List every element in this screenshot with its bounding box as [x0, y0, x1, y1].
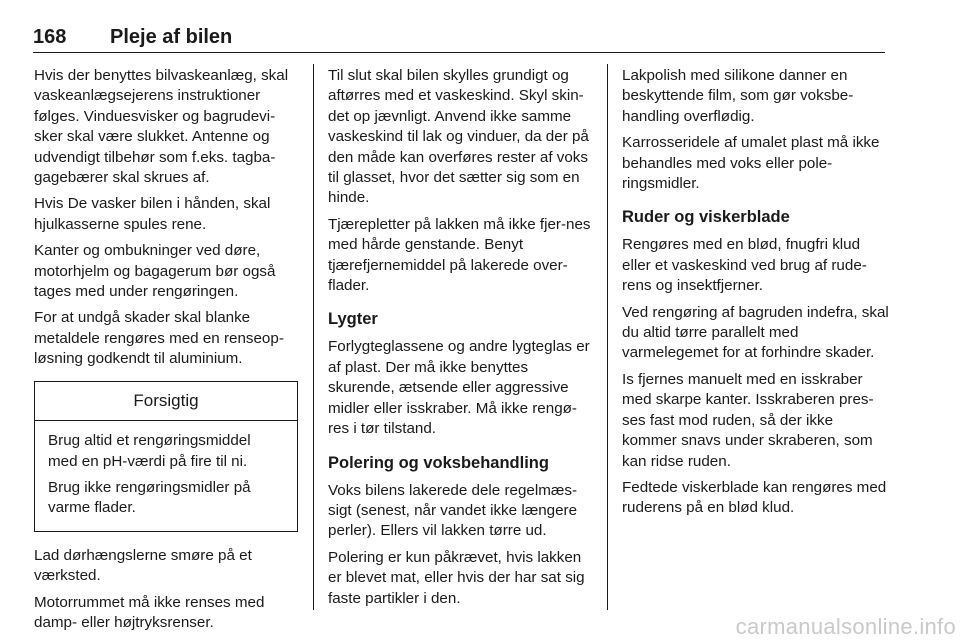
paragraph: Lakpolish med silikone danner en beskyttende film, som gør voksbe-handling overflødig.	[622, 67, 854, 125]
caution-title: Forsigtig	[35, 382, 297, 421]
paragraph: Fedtede viskerblade kan rengøres med ruderens på en blød klud.	[622, 478, 887, 517]
column-3	[622, 66, 890, 525]
paragraph: Til slut skal bilen skylles grundigt og aftørres med et vaskeskind. Skyl skin-det op jævnligt. Anvend ikke samme vaskeskind til lak og vinduer, da der på den måde kan overføres rester af voks til glasset, hvor det sætter sig som en hinde.	[328, 67, 589, 207]
paragraph: Motorrummet må ikke renses med damp- eller højtryksrenser.	[34, 593, 265, 631]
paragraph: Polering er kun påkrævet, hvis lakken er blevet mat, eller hvis der har sat sig faste partikler i den.	[328, 548, 585, 607]
paragraph: Rengøres med en blød, fnugfri klud eller et vaskeskind ved brug af rude-rens og insektfjerner.	[622, 236, 867, 295]
page-title: Pleje af bilen	[110, 26, 233, 48]
paragraph: Forlygteglassene og andre lygteglas er af plast. Der må ikke benyttes skurende, ætsende eller aggressive midler eller isskraber. Må ikke rengø-res i tør tilstand.	[328, 338, 590, 438]
column-divider	[607, 64, 608, 610]
section-heading-polish: Polering og voksbehandling	[328, 453, 549, 472]
column-2	[328, 66, 594, 615]
caution-text: Brug altid et rengøringsmiddel med en pH-værdi på fire til ni.	[48, 432, 251, 470]
paragraph: Karrosseridele af umalet plast må ikke behandles med voks eller pole-ringsmidler.	[622, 134, 880, 193]
section-heading-lights: Lygter	[328, 310, 378, 329]
watermark[interactable]: carmanualsonline.info	[735, 614, 956, 639]
paragraph: Hvis der benyttes bilvaskeanlæg, skal vaskeanlægsejerens instruktioner følges. Vinduesvisker og bagrudevi-sker skal være slukket. Antenne og udvendigt tilbehør som f.eks. tagba-gagebærer skal skrues af.	[34, 67, 289, 187]
column-1	[34, 66, 302, 639]
paragraph: Lad dørhængslerne smøre på et værksted.	[34, 546, 252, 585]
page-number: 168	[33, 26, 67, 48]
paragraph: Voks bilens lakerede dele regelmæs-sigt (senest, når vandet ikke længere perler). Ellers vil lakken tørre ud.	[328, 481, 578, 540]
caution-text: Brug ikke rengøringsmidler på varme flader.	[48, 478, 251, 517]
paragraph: For at undgå skader skal blanke metaldele rengøres med en renseop-løsning godkendt til aluminium.	[34, 309, 284, 368]
paragraph: Kanter og ombukninger ved døre, motorhjelm og bagagerum bør også tages med under rengøringen.	[34, 242, 276, 301]
paragraph: Tjærepletter på lakken må ikke fjer-nes med hårde genstande. Benyt tjærefjernemiddel på lakerede over-flader.	[328, 215, 591, 295]
paragraph: Is fjernes manuelt med en isskraber med skarpe kanter. Isskraberen pres-ses fast mod ruden, så der ikke kommer snavs under skraberen, som kan ridse ruden.	[622, 370, 874, 470]
caution-box	[34, 381, 298, 532]
paragraph: Ved rengøring af bagruden indefra, skal du altid tørre parallelt med varmelegemet for at forhindre skader.	[622, 303, 889, 362]
column-divider	[313, 64, 314, 610]
page-header	[33, 24, 885, 53]
paragraph: Hvis De vasker bilen i hånden, skal hjulkasserne spules rene.	[34, 195, 271, 233]
section-heading-windows: Ruder og viskerblade	[622, 208, 790, 227]
